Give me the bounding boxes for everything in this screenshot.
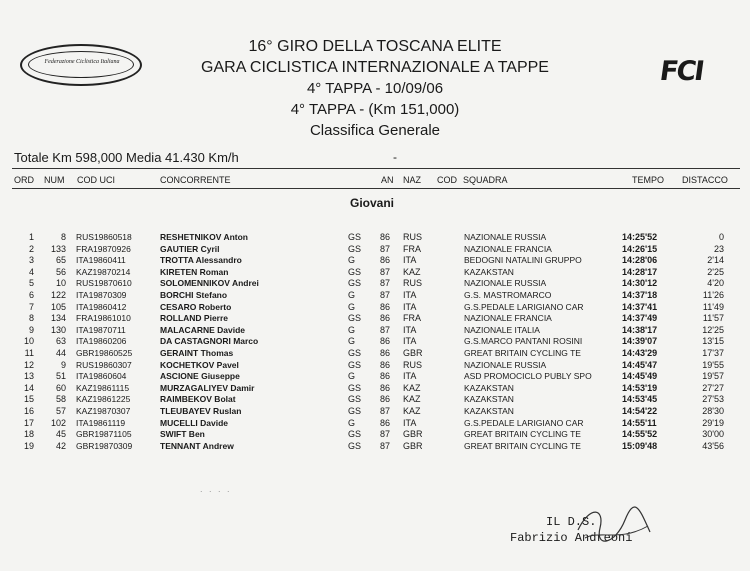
- row-ord: 14: [23, 382, 34, 393]
- signature-role: IL D.S.: [546, 515, 597, 529]
- row-rider-name: SOLOMENNIKOV Andrei: [160, 278, 259, 289]
- row-time: 14:53'45: [622, 394, 658, 405]
- row-category: GS: [348, 232, 362, 242]
- row-birth-year: 87: [380, 406, 391, 416]
- row-uci-code: GBR19860525: [76, 348, 133, 358]
- row-uci-code: RUS19860518: [76, 232, 132, 242]
- table-row: [0, 429, 750, 440]
- row-uci-code: KAZ19861115: [76, 382, 130, 393]
- table-row: [0, 383, 750, 394]
- row-nation: ITA: [403, 324, 417, 335]
- row-uci-code: ITA19860206: [76, 336, 127, 347]
- row-nation: ITA: [403, 417, 417, 428]
- classification-title: Classifica Generale: [309, 122, 441, 139]
- row-category: GS: [348, 243, 362, 254]
- row-birth-year: 87: [380, 243, 391, 254]
- row-category: G: [348, 336, 356, 347]
- table-row: [0, 302, 750, 313]
- header-divider-bottom: [12, 188, 740, 189]
- row-num: 134: [50, 313, 66, 324]
- row-birth-year: 86: [380, 313, 391, 324]
- row-uci-code: KAZ19870307: [76, 406, 131, 416]
- row-rider-name: KIRETEN Roman: [160, 266, 229, 277]
- row-birth-year: 87: [380, 429, 391, 440]
- row-team: KAZAKSTAN: [464, 394, 514, 405]
- row-ord: 18: [23, 429, 34, 440]
- row-time: 14:26'15: [622, 243, 658, 254]
- row-category: GS: [348, 382, 362, 393]
- row-gap: 2'14: [707, 255, 724, 266]
- row-time: 14:28'17: [622, 266, 658, 277]
- row-time: 14:55'52: [622, 429, 658, 440]
- row-birth-year: 87: [380, 440, 391, 451]
- row-uci-code: GBR19871105: [76, 429, 132, 440]
- row-num: 105: [50, 301, 66, 312]
- row-uci-code: KAZ19861225: [76, 394, 131, 405]
- totals-line: Totale Km 598,000 Media 41.430 Km/h: [14, 150, 239, 165]
- fci-logo: FCI: [657, 56, 705, 87]
- row-nation: ITA: [403, 336, 417, 347]
- row-time: 14:37'18: [622, 290, 658, 300]
- row-birth-year: 86: [380, 382, 391, 393]
- row-gap: 30'00: [702, 429, 724, 440]
- race-title: 16° GIRO DELLA TOSCANA ELITE: [248, 38, 502, 55]
- row-gap: 2'25: [707, 266, 724, 277]
- row-ord: 8: [28, 313, 34, 324]
- header-divider-top: [12, 168, 740, 169]
- row-gap: 27'27: [702, 382, 724, 393]
- row-time: 14:25'52: [622, 232, 658, 242]
- table-row: [0, 348, 750, 359]
- row-nation: KAZ: [403, 394, 421, 405]
- row-gap: 13'15: [702, 336, 724, 347]
- row-birth-year: 87: [380, 290, 391, 300]
- row-time: 15:09'48: [622, 440, 658, 451]
- row-birth-year: 87: [380, 324, 391, 335]
- row-team: GREAT BRITAIN CYCLING TE: [464, 440, 581, 451]
- table-row: [0, 313, 750, 324]
- table-row: [0, 267, 750, 278]
- row-nation: GBR: [403, 429, 423, 440]
- row-ord: 7: [28, 301, 34, 312]
- row-ord: 16: [23, 406, 34, 416]
- row-ord: 9: [28, 324, 34, 335]
- row-num: 8: [60, 232, 66, 242]
- row-ord: 19: [23, 440, 34, 451]
- row-num: 58: [55, 394, 66, 405]
- row-time: 14:45'49: [622, 371, 658, 382]
- row-rider-name: MALACARNE Davide: [160, 324, 246, 335]
- row-rider-name: RESHETNIKOV Anton: [160, 232, 248, 242]
- row-rider-name: SWIFT Ben: [160, 429, 205, 440]
- col-ord: ORD: [14, 175, 34, 185]
- row-rider-name: MURZAGALIYEV Damir: [160, 382, 255, 393]
- row-ord: 10: [23, 336, 34, 347]
- row-num: 130: [50, 324, 66, 335]
- row-category: G: [348, 324, 356, 335]
- row-category: G: [348, 417, 356, 428]
- row-gap: 19'55: [702, 359, 724, 370]
- table-row: [0, 394, 750, 405]
- row-team: BEDOGNI NATALINI GRUPPO: [464, 255, 582, 266]
- row-uci-code: ITA19870711: [76, 324, 126, 335]
- row-num: 42: [55, 440, 66, 451]
- col-team: SQUADRA: [463, 175, 508, 185]
- row-gap: 23: [713, 243, 724, 254]
- row-birth-year: 86: [380, 255, 391, 266]
- row-nation: FRA: [403, 313, 421, 324]
- row-birth-year: 86: [380, 371, 391, 382]
- row-uci-code: GBR19870309: [76, 440, 133, 451]
- row-team: G.S.PEDALE LARIGIANO CAR: [464, 301, 584, 312]
- row-birth-year: 86: [380, 232, 391, 242]
- table-row: [0, 418, 750, 429]
- col-naz: NAZ: [403, 175, 421, 185]
- row-rider-name: TROTTA Alessandro: [160, 255, 242, 266]
- row-team: ASD PROMOCICLO PUBLY SPO: [464, 371, 592, 382]
- row-category: GS: [348, 348, 362, 358]
- row-birth-year: 86: [380, 359, 391, 370]
- row-time: 14:54'22: [622, 406, 658, 416]
- col-an: AN: [381, 175, 394, 185]
- table-row: [0, 336, 750, 347]
- row-category: G: [348, 371, 356, 382]
- row-team: KAZAKSTAN: [464, 266, 514, 277]
- row-time: 14:55'11: [622, 417, 657, 428]
- row-rider-name: RAIMBEKOV Bolat: [160, 394, 236, 405]
- row-uci-code: RUS19860307: [76, 359, 132, 370]
- row-rider-name: ASCIONE Giuseppe: [160, 371, 240, 382]
- row-nation: ITA: [403, 301, 417, 312]
- handwritten-signature: [570, 500, 660, 550]
- row-nation: ITA: [403, 290, 417, 300]
- row-uci-code: ITA19860412: [76, 301, 127, 312]
- row-gap: 11'57: [702, 313, 724, 324]
- row-gap: 11'26: [702, 290, 724, 300]
- row-uci-code: ITA19861119: [76, 417, 126, 428]
- row-uci-code: FRA19861010: [76, 313, 131, 324]
- row-num: 45: [55, 429, 66, 440]
- row-num: 10: [55, 278, 66, 289]
- row-num: 102: [50, 417, 66, 428]
- row-uci-code: ITA19860604: [76, 371, 127, 382]
- row-birth-year: 87: [380, 278, 391, 289]
- row-gap: 0: [718, 232, 724, 242]
- row-rider-name: KOCHETKOV Pavel: [160, 359, 239, 370]
- row-nation: GBR: [403, 440, 423, 451]
- row-uci-code: ITA19870309: [76, 290, 127, 300]
- col-rider: CONCORRENTE: [160, 175, 231, 185]
- row-time: 14:53'19: [622, 382, 658, 393]
- row-gap: 29'19: [702, 417, 724, 428]
- row-category: G: [348, 290, 356, 300]
- table-row: [0, 244, 750, 255]
- row-rider-name: ROLLAND Pierre: [160, 313, 229, 324]
- row-rider-name: CESARO Roberto: [160, 301, 232, 312]
- row-category: GS: [348, 313, 362, 324]
- row-nation: RUS: [403, 232, 423, 242]
- row-team: KAZAKSTAN: [464, 382, 514, 393]
- row-nation: RUS: [403, 359, 423, 370]
- row-gap: 4'20: [707, 278, 724, 289]
- row-nation: RUS: [403, 278, 423, 289]
- row-ord: 17: [23, 417, 34, 428]
- row-ord: 2: [28, 243, 34, 254]
- row-category: GS: [348, 429, 362, 440]
- row-num: 9: [60, 359, 66, 370]
- row-uci-code: ITA19860411: [76, 255, 126, 266]
- row-ord: 6: [28, 290, 34, 300]
- row-num: 44: [55, 348, 66, 358]
- row-category: GS: [348, 359, 362, 370]
- col-uci: COD UCI: [77, 175, 115, 185]
- row-category: GS: [348, 440, 362, 451]
- row-uci-code: RUS19870610: [76, 278, 132, 289]
- table-row: [0, 290, 750, 301]
- table-row: [0, 278, 750, 289]
- row-nation: KAZ: [403, 406, 421, 416]
- row-gap: 17'37: [702, 348, 724, 358]
- row-ord: 4: [28, 266, 34, 277]
- row-rider-name: TENNANT Andrew: [160, 440, 234, 451]
- row-team: NAZIONALE RUSSIA: [464, 232, 547, 242]
- row-rider-name: DA CASTAGNORI Marco: [160, 336, 259, 347]
- row-nation: KAZ: [403, 382, 421, 393]
- row-time: 14:45'47: [622, 359, 658, 370]
- section-title: Giovani: [350, 196, 395, 210]
- row-uci-code: KAZ19870214: [76, 266, 131, 277]
- row-time: 14:28'06: [622, 255, 658, 266]
- row-gap: 19'57: [702, 371, 724, 382]
- row-nation: ITA: [403, 371, 417, 382]
- title-block: [150, 36, 600, 142]
- row-category: GS: [348, 278, 362, 289]
- row-team: NAZIONALE FRANCIA: [464, 313, 552, 324]
- signature-name: Fabrizio Andreoni: [510, 531, 633, 545]
- row-birth-year: 86: [380, 301, 391, 312]
- col-time: TEMPO: [632, 175, 665, 185]
- row-birth-year: 87: [380, 266, 391, 277]
- row-ord: 5: [28, 278, 34, 289]
- row-gap: 28'30: [702, 406, 724, 416]
- row-team: NAZIONALE RUSSIA: [464, 278, 547, 289]
- row-ord: 1: [28, 232, 34, 242]
- row-birth-year: 86: [380, 336, 391, 347]
- table-row: [0, 406, 750, 417]
- row-uci-code: FRA19870926: [76, 243, 131, 254]
- table-row: [0, 325, 750, 336]
- row-num: 51: [55, 371, 66, 382]
- stage-date: 4° TAPPA - 10/09/06: [306, 80, 444, 97]
- row-birth-year: 86: [380, 394, 391, 405]
- logo-text: Federazione Ciclistica Italiana: [44, 59, 120, 65]
- row-team: GREAT BRITAIN CYCLING TE: [464, 348, 581, 358]
- row-nation: ITA: [403, 255, 417, 266]
- row-category: GS: [348, 266, 362, 277]
- row-num: 57: [55, 406, 66, 416]
- footer-dots: . . . .: [200, 484, 232, 494]
- row-nation: FRA: [403, 243, 421, 254]
- row-gap: 12'25: [702, 324, 724, 335]
- row-time: 14:30'12: [622, 278, 658, 289]
- row-num: 63: [55, 336, 66, 347]
- row-time: 14:37'41: [622, 301, 658, 312]
- col-num: NUM: [44, 175, 65, 185]
- row-team: G.S.PEDALE LARIGIANO CAR: [464, 417, 584, 428]
- table-row: [0, 255, 750, 266]
- row-time: 14:37'49: [622, 313, 658, 324]
- row-time: 14:39'07: [622, 336, 658, 347]
- row-num: 122: [50, 290, 66, 300]
- row-num: 56: [55, 266, 66, 277]
- row-num: 133: [50, 243, 66, 254]
- row-ord: 3: [28, 255, 34, 266]
- row-team: G.S. MASTROMARCO: [464, 290, 552, 300]
- row-rider-name: GERAINT Thomas: [160, 348, 234, 358]
- row-num: 65: [55, 255, 66, 266]
- row-team: NAZIONALE RUSSIA: [464, 359, 547, 370]
- row-ord: 11: [24, 348, 34, 358]
- row-ord: 13: [23, 371, 34, 382]
- row-rider-name: MUCELLI Davide: [160, 417, 229, 428]
- stage-distance: 4° TAPPA - (Km 151,000): [290, 101, 460, 118]
- row-birth-year: 86: [380, 348, 391, 358]
- row-team: KAZAKSTAN: [464, 406, 514, 416]
- row-team: G.S.MARCO PANTANI ROSINI: [464, 336, 583, 347]
- row-nation: KAZ: [403, 266, 421, 277]
- row-category: G: [348, 301, 356, 312]
- race-subtitle: GARA CICLISTICA INTERNAZIONALE A TAPPE: [201, 59, 549, 76]
- row-time: 14:43'29: [622, 348, 658, 358]
- table-row: [0, 371, 750, 382]
- row-rider-name: GAUTIER Cyril: [160, 243, 220, 254]
- row-team: NAZIONALE FRANCIA: [464, 243, 552, 254]
- row-gap: 11'49: [702, 301, 724, 312]
- row-gap: 27'53: [702, 394, 724, 405]
- row-gap: 43'56: [702, 440, 724, 451]
- row-nation: GBR: [403, 348, 423, 358]
- federation-logo: [20, 44, 142, 86]
- row-team: NAZIONALE ITALIA: [464, 324, 540, 335]
- row-rider-name: BORCHI Stefano: [160, 290, 228, 300]
- col-gap: DISTACCO: [682, 175, 728, 185]
- row-num: 60: [55, 382, 66, 393]
- table-row: [0, 360, 750, 371]
- row-category: G: [348, 255, 356, 266]
- row-category: GS: [348, 394, 362, 405]
- row-team: GREAT BRITAIN CYCLING TE: [464, 429, 581, 440]
- row-category: GS: [348, 406, 362, 416]
- row-ord: 15: [23, 394, 34, 405]
- row-ord: 12: [23, 359, 34, 370]
- row-rider-name: TLEUBAYEV Ruslan: [160, 406, 242, 416]
- row-birth-year: 86: [380, 417, 391, 428]
- row-time: 14:38'17: [622, 324, 658, 335]
- table-row: [0, 441, 750, 452]
- col-cod: COD: [437, 175, 457, 185]
- dash-mark: -: [393, 150, 397, 164]
- table-row: [0, 232, 750, 243]
